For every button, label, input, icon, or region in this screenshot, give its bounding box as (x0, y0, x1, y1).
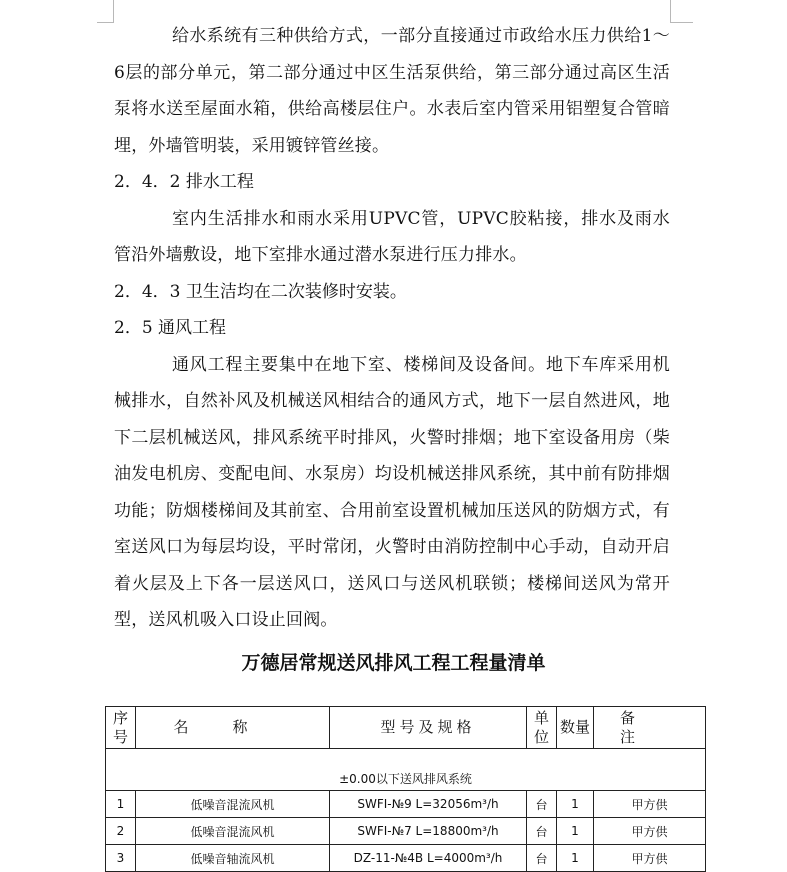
cell-name: 低噪音轴流风机 (136, 845, 330, 872)
cell-name: 低噪音混流风机 (136, 818, 330, 845)
cell-remark: 甲方供 (594, 845, 706, 872)
heading-ventilation: 2．5 通风工程 (114, 318, 227, 338)
header-unit: 单位 (527, 707, 557, 749)
cell-model: SWFⅠ-№7 L=18800m³/h (330, 818, 527, 845)
table-row (106, 845, 706, 872)
table-row (106, 818, 706, 845)
cell-seq: 2 (106, 818, 136, 845)
table-title: 万德居常规送风排风工程工程量清单 (241, 652, 546, 674)
section-label: ±0.00以下送风排风系统 (106, 749, 706, 791)
header-remark: 备注 (594, 707, 706, 749)
cell-seq: 1 (106, 791, 136, 818)
cell-remark: 甲方供 (594, 791, 706, 818)
cell-unit: 台 (527, 791, 557, 818)
cell-unit: 台 (527, 845, 557, 872)
cell-model: SWFⅠ-№9 L=32056m³/h (330, 791, 527, 818)
cell-model: DZ-11-№4B L=4000m³/h (330, 845, 527, 872)
header-name: 名称 (136, 707, 330, 749)
heading-sanitary: 2．4．3 卫生洁均在二次装修时安装。 (114, 281, 407, 302)
cell-remark: 甲方供 (594, 818, 706, 845)
header-qty: 数量 (557, 707, 594, 749)
cell-qty: 1 (557, 818, 594, 845)
header-seq: 序号 (106, 707, 136, 749)
crop-mark-top-left (97, 0, 114, 23)
cell-name: 低噪音混流风机 (136, 791, 330, 818)
heading-drainage: 2．4．2 排水工程 (114, 172, 254, 192)
paragraph-ventilation: 通风工程主要集中在地下室、楼梯间及设备间。地下车库采用机械排水，自然补风及机械送风相结合的通风方式，地下一层自然进风，地下二层机械送风，排风系统平时排风，火警时排烟；地下室设备用房（柴油发电机房、变配电间、水泵房）均设机械送排风系统，其中前有防排烟功能；防烟楼梯间及其前室、合用前室设置机械加压送风的防烟方式，有室送风口为每层均设，平时常闭，火警时由消防控制中心手动，自动开启着火层及上下各一层送风口，送风口与送风机联锁；楼梯间送风为常开型，送风机吸入口设止回阀。 (114, 354, 670, 630)
cell-qty: 1 (557, 845, 594, 872)
crop-mark-top-right (670, 0, 693, 23)
paragraph-water-supply: 给水系统有三种供给方式，一部分直接通过市政给水压力供给1～6层的部分单元，第二部分通过中区生活泵供给，第三部分通过高区生活泵将水送至屋面水箱，供给高楼层住户。水表后室内管采用铝塑复合管暗埋，外墙管明装，采用镀锌管丝接。 (114, 26, 670, 156)
header-model: 型号及规格 (330, 707, 527, 749)
document-body (114, 18, 670, 639)
quantity-table (105, 706, 706, 872)
table-section-row (106, 749, 706, 791)
paragraph-drainage: 室内生活排水和雨水采用UPVC管，UPVC胶粘接，排水及雨水管沿外墙敷设，地下室排水通过潜水泵进行压力排水。 (114, 208, 670, 265)
cell-unit: 台 (527, 818, 557, 845)
table-header-row (106, 707, 706, 749)
table-row (106, 791, 706, 818)
cell-qty: 1 (557, 791, 594, 818)
cell-seq: 3 (106, 845, 136, 872)
